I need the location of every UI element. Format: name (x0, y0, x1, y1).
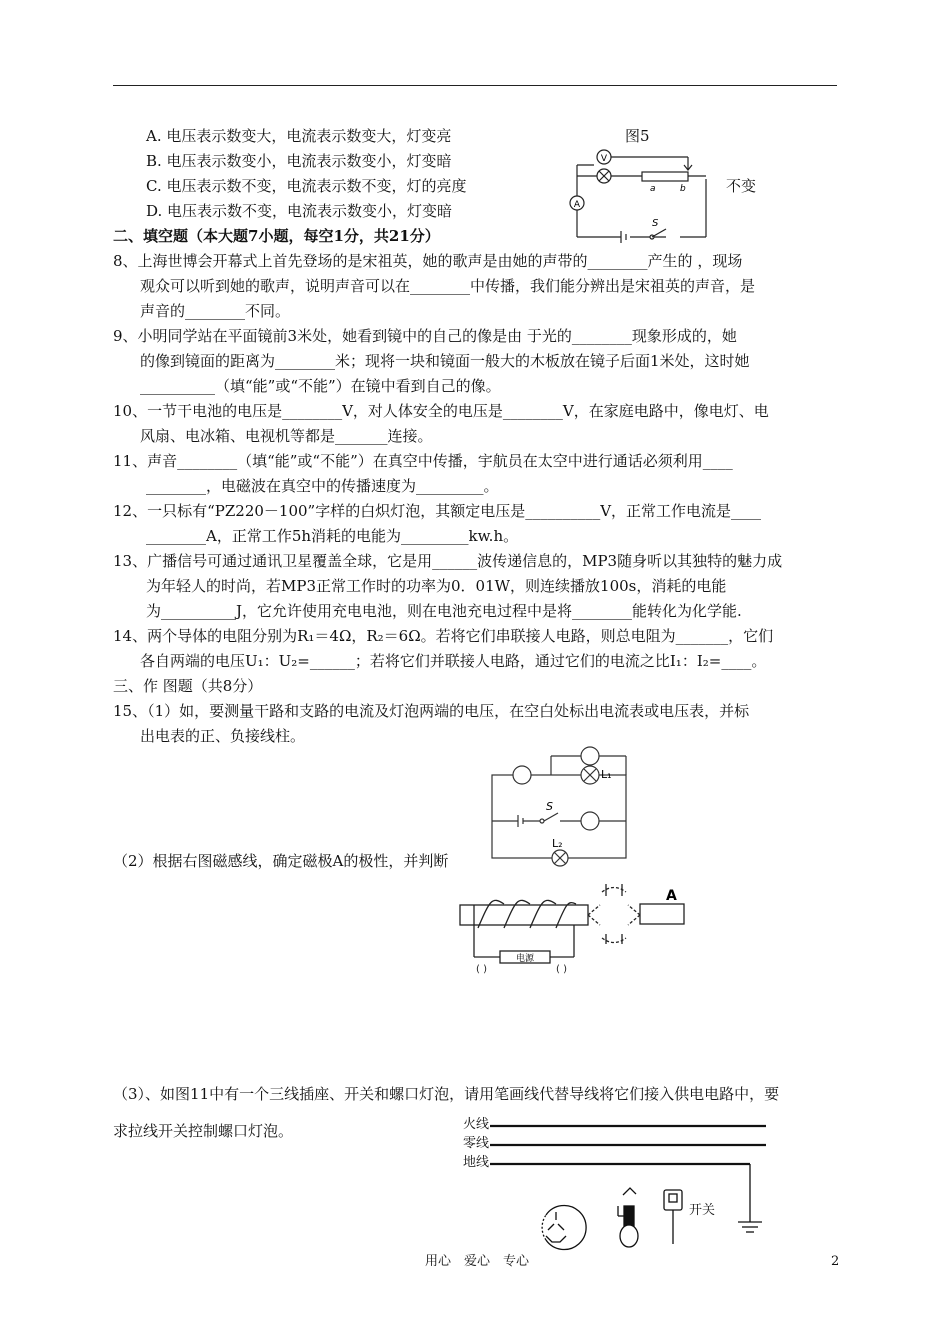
q15-1-line1: 15、（1）如，要测量干路和支路的电流及灯泡两端的电压，在空白处标出电流表或电压表，并标 (113, 702, 750, 720)
option-c-tail: 不变 (726, 177, 757, 195)
live-wire-label: 火线 (463, 1117, 490, 1132)
wiring-figure (490, 1120, 780, 1250)
footer-motto: 用心 爱心 专心 (425, 1254, 530, 1269)
switch-label: 开关 (689, 1203, 716, 1218)
q14-line2: 各自两端的电压U₁：U₂=______；若将它们并联接人电路，通过它们的电流之比I₁：I₂=____。 (140, 652, 767, 670)
q8-line3: 声音的________不同。 (140, 302, 291, 320)
q15-3-line1: （3）、如图11中有一个三线插座、开关和螺口灯泡，请用笔画线代替导线将它们接入供电电路中，要 (113, 1085, 780, 1103)
svg-text:( ): ( ) (556, 964, 567, 975)
neutral-wire-label: 零线 (463, 1136, 490, 1151)
header-rule (113, 85, 837, 86)
figure5-b-terminal: b (680, 184, 686, 194)
q12-line1: 12、一只标有“PZ220－100”字样的白炽灯泡，其额定电压是__________V，正常工作电流是____ (113, 502, 762, 520)
q12-line2: ________A，正常工作5h消耗的电能为_________kw.h。 (146, 527, 519, 545)
figure5-circuit (566, 145, 706, 235)
q13-line1: 13、广播信号可通过通讯卫星覆盖全球，它是用______波传递信息的，MP3随身听以其独特的魅力成 (113, 552, 783, 570)
figure5-caption: 图5 (625, 127, 650, 145)
q15-1-line2: 出电表的正、负接线柱。 (140, 727, 306, 745)
q15-s-label: S (546, 800, 553, 813)
figure5-a-terminal: a (650, 184, 656, 194)
option-a: A. 电压表示数变大，电流表示数变大，灯变亮 (146, 127, 452, 145)
q8-line2: 观众可以听到她的歌声，说明声音可以在________中传播，我们能分辨出是宋祖英的声音，是 (140, 277, 756, 295)
svg-text:( ): ( ) (476, 964, 487, 975)
section2-heading: 二、填空题（本大题7小题，每空1分，共21分） (113, 227, 440, 245)
section3-heading: 三、作 图题（共8分） (113, 677, 263, 695)
q15-circuit (488, 748, 628, 858)
magnet-figure (456, 880, 686, 975)
figure5-a-label: A (573, 200, 581, 210)
q15-3-line2: 求拉线开关控制螺口灯泡。 (113, 1122, 294, 1140)
q10-line2: 风扇、电冰箱、电视机等都是_______连接。 (140, 427, 433, 445)
option-b: B. 电压表示数变小，电流表示数变小，灯变暗 (146, 152, 452, 170)
q9-line2: 的像到镜面的距离为________米；现将一块和镜面一般大的木板放在镜子后面1米处，这时她 (140, 352, 750, 370)
option-c: C. 电压表示数不变，电流表示数不变，灯的亮度 (146, 177, 467, 195)
option-d: D. 电压表示数不变，电流表示数变小，灯变暗 (146, 202, 453, 220)
q13-line3: 为__________J，它允许使用充电电池，则在电池充电过程中是将________能转化为化学能. (146, 602, 742, 620)
q15-l2-label: L₂ (552, 837, 563, 850)
q15-2-text: （2）根据右图磁感线，确定磁极A的极性，并判断 (113, 852, 449, 870)
q9-line1: 9、小明同学站在平面镜前3米处，她看到镜中的自己的像是由 于光的________现象形成的，她 (113, 327, 737, 345)
q10-line1: 10、一节干电池的电压是________V，对人体安全的电压是________V，在家庭电路中，像电灯、电 (113, 402, 769, 420)
figure5-v-label: V (600, 154, 608, 164)
power-source-label: 电源 (515, 954, 535, 964)
q15-l1-label: L₁ (601, 768, 612, 781)
q11-line2: ________，电磁波在真空中的传播速度为_________。 (146, 477, 499, 495)
q11-line1: 11、声音________（填“能”或“不能”）在真空中传播，宇航员在太空中进行通话必须利用____ (113, 452, 733, 470)
q14-line1: 14、两个导体的电阻分别为R₁＝4Ω，R₂＝6Ω。若将它们串联接人电路，则总电阻为_______，它们 (113, 627, 774, 645)
figure5-s-label: S (652, 218, 659, 229)
q9-line3: __________（填“能”或“不能”）在镜中看到自己的像。 (140, 377, 501, 395)
pole-a-label: A (666, 888, 677, 904)
page-number: 2 (831, 1254, 840, 1269)
ground-wire-label: 地线 (463, 1155, 490, 1170)
q13-line2: 为年轻人的时尚，若MP3正常工作时的功率为0．01W，则连续播放100s，消耗的电能 (146, 577, 727, 595)
q8-line1: 8、上海世博会开幕式上首先登场的是宋祖英，她的歌声是由她的声带的________产生的 ，现场 (113, 252, 743, 270)
